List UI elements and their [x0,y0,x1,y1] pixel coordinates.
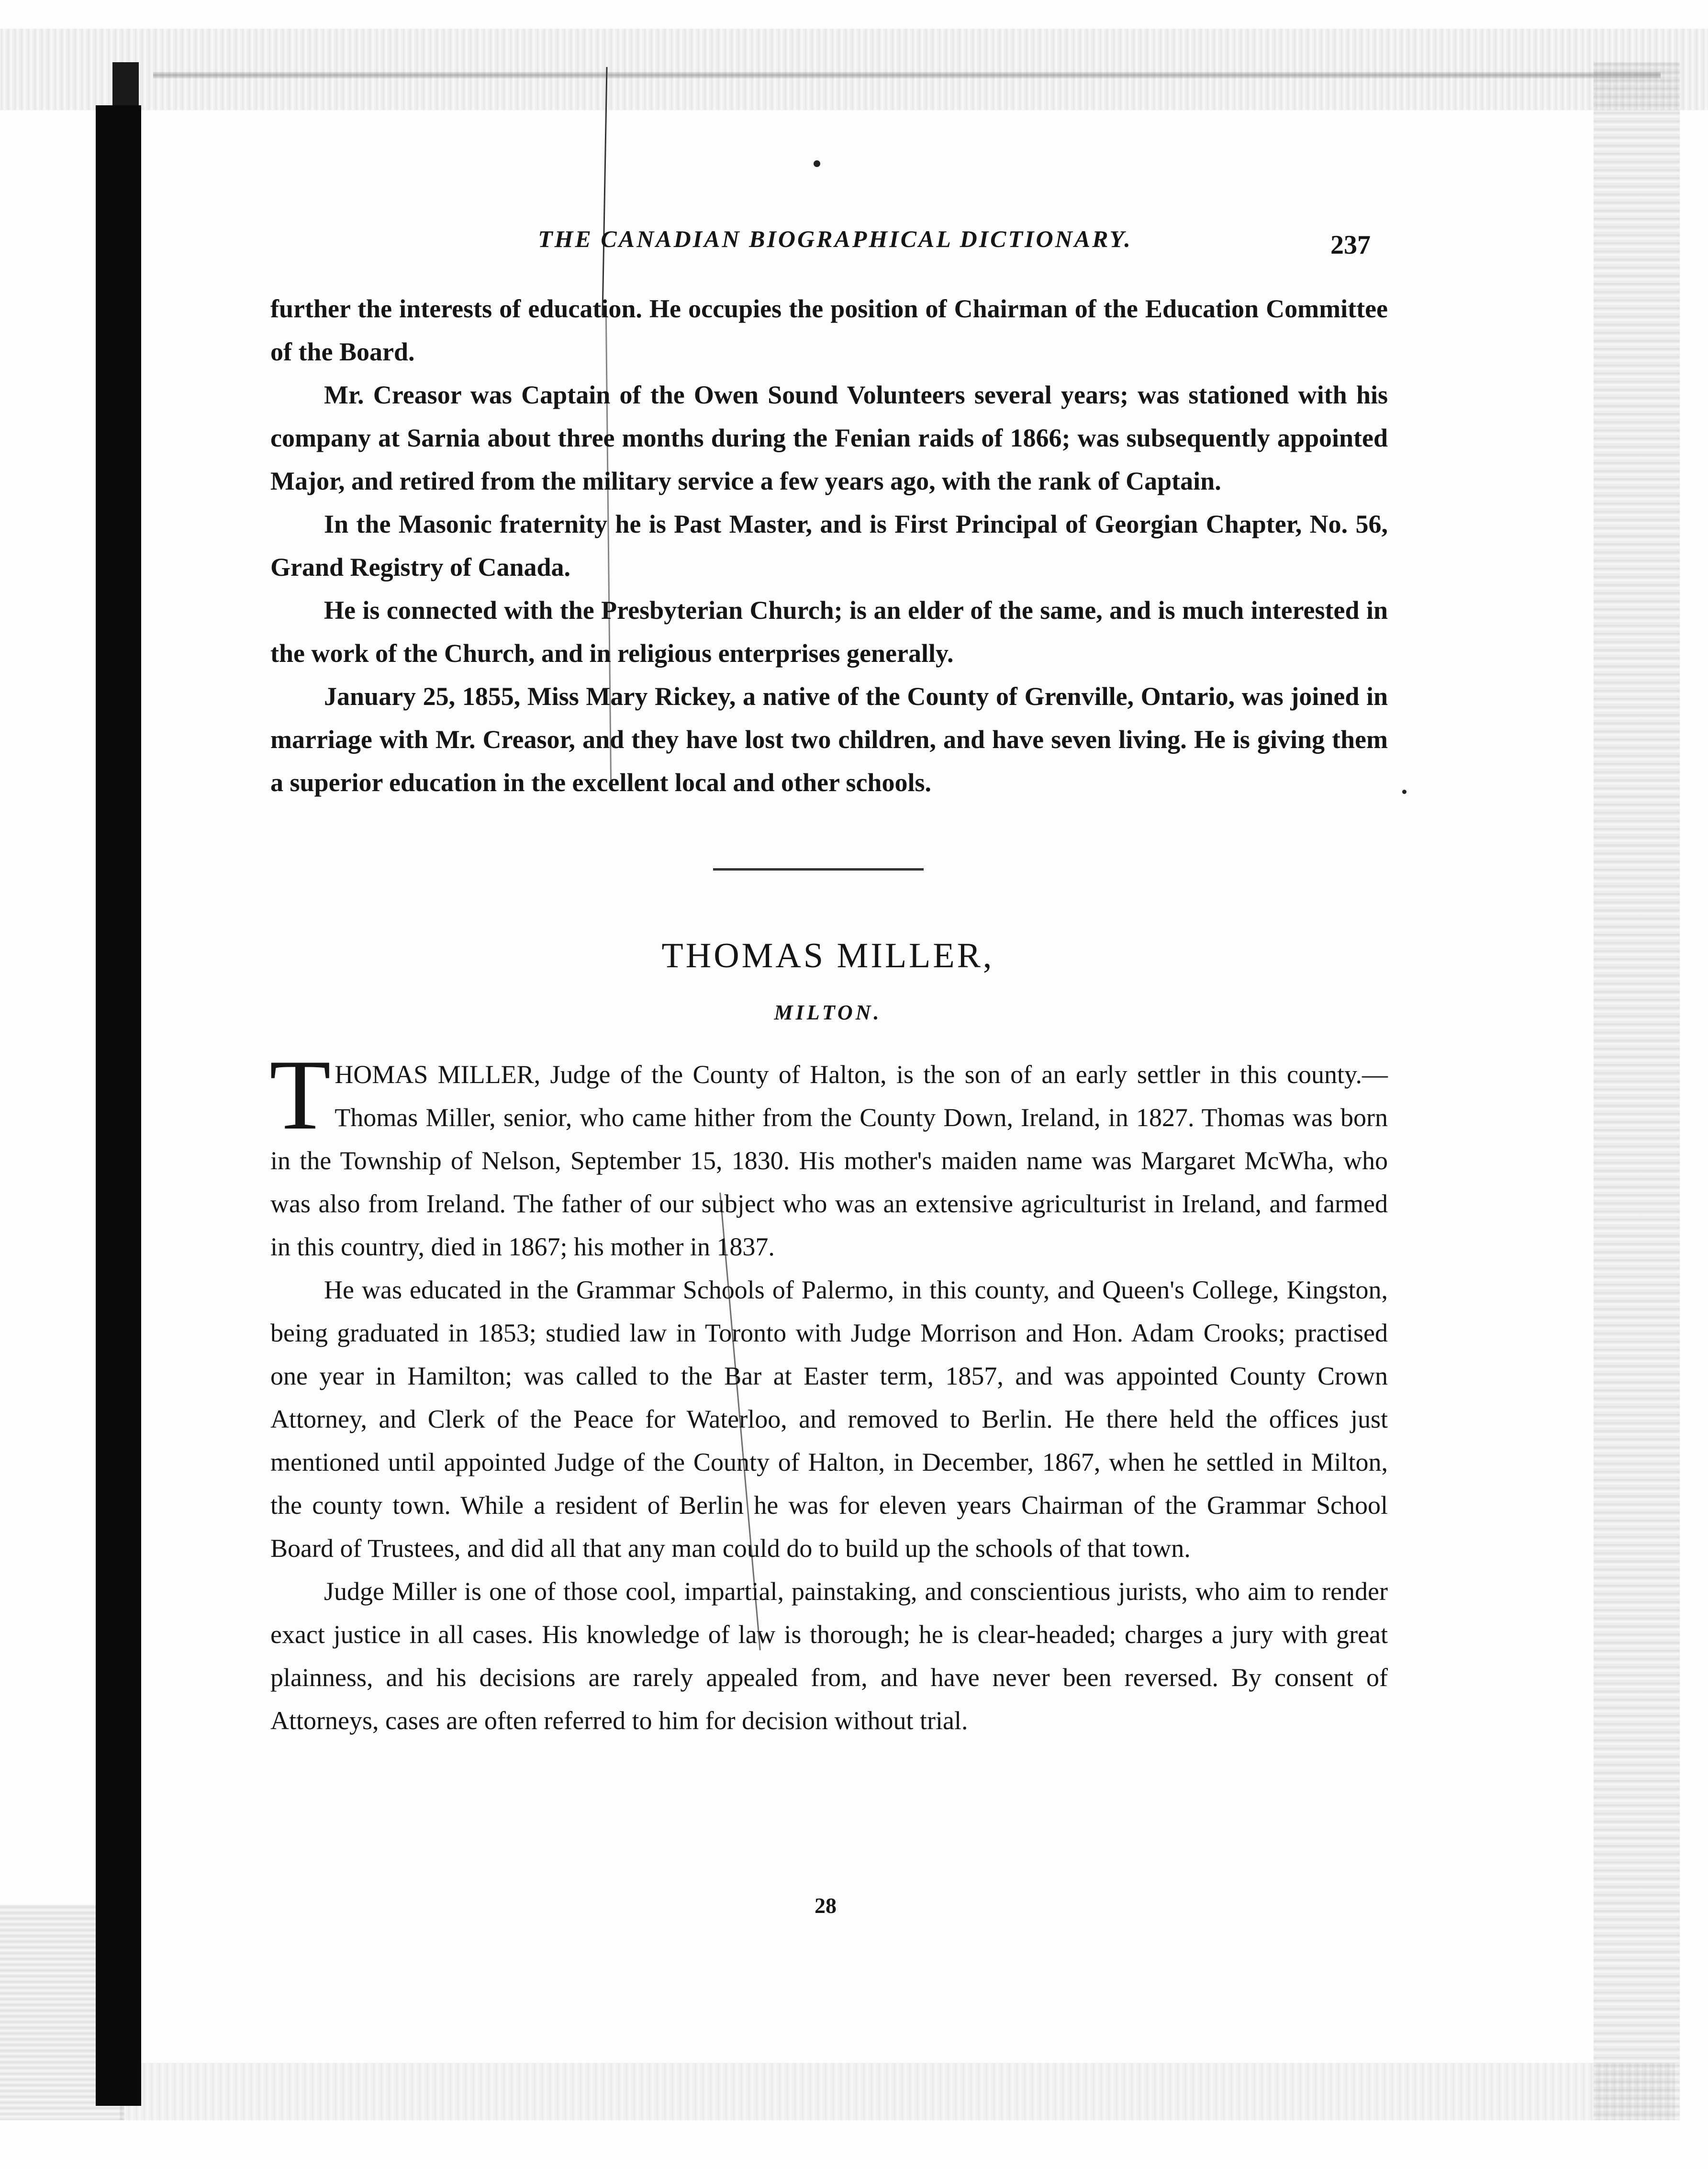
paragraph: In the Masonic fraternity he is Past Master, and is First Principal of Georgian Chapter, No. 56, Grand Registry of Canada. [270,510,1388,581]
entry-body [269,1040,1388,1742]
paragraph: He is connected with the Presbyterian Church; is an elder of the same, and is much interested in the work of the Church, and in religious enterprises generally. [270,596,1388,668]
paragraph: Judge Miller is one of those cool, impartial, painstaking, and conscientious jurists, who aim to render exact justice in all cases. His knowledge of law is thorough; he is clear-headed; charges a jury with great plainness, and his decisions are rarely appealed from, and have never been reversed. By consent of Attorneys, cases are often referred to him for decision without trial. [270,1577,1388,1735]
page-number: 237 [1330,230,1371,260]
paragraph-text: HOMAS MILLER, Judge of the County of Halton, is the son of an early settler in this county.—Thomas Miller, senior, who came hither from the County Down, Ireland, in 1827. Thomas was born in the Township of Nelson, September 15, 1830. His mother's maiden name was Margaret McWha, who was also from Ireland. The father of our subject who was an extensive agriculturist in Ireland, and farmed in this country, died in 1867; his mother in 1837. [270,1060,1388,1261]
entry-place: MILTON. [774,1001,882,1024]
page-top-edge [0,29,1708,110]
running-title: THE CANADIAN BIOGRAPHICAL DICTIONARY. [538,225,1132,252]
binding-strip [96,105,141,2106]
signature-mark: 28 [815,1893,837,1918]
paragraph: further the interests of education. He occupies the position of Chairman of the Education Committee of the Board. [270,294,1388,366]
drop-cap: T [269,1040,331,1151]
paragraph: He was educated in the Grammar Schools of Palermo, in this county, and Queen's College, Kingston, being graduated in 1853; studied law in Toronto with Judge Morrison and Hon. Adam Crooks; practised one year in Hamilton; was called to the Bar at Easter term, 1857, and was appointed County Crown Attorney, and Clerk of the Peace for Waterloo, and removed to Berlin. He there held the offices just mentioned until appointed Judge of the County of Halton, in December, 1867, when he settled in Milton, the county town. While a resident of Berlin he was for eleven years Chairman of the Grammar School Board of Trustees, and did all that any man could do to build up the schools of that town. [270,1275,1388,1563]
page-right-edge [1594,62,1680,2120]
entry-title: THOMAS MILLER, [661,936,994,975]
page-top-shadow [153,72,1661,78]
paragraph: January 25, 1855, Miss Mary Rickey, a native of the County of Grenville, Ontario, was joined in marriage with Mr. Creasor, and they have lost two children, and have seven living. He is giving them a superior education in the excellent local and other schools. [270,682,1388,797]
paragraph: Mr. Creasor was Captain of the Owen Sound Volunteers several years; was stationed with his company at Sarnia about three months during the Fenian raids of 1866; was subsequently appointed Major, and retired from the military service a few years ago, with the rank of Captain. [270,380,1388,495]
paragraph [269,1040,1388,1268]
previous-entry-continuation [270,287,1388,804]
section-divider [713,868,924,871]
page-bottom-edge [120,2063,1675,2120]
ink-spot [1402,790,1407,794]
ink-spot [814,160,820,167]
